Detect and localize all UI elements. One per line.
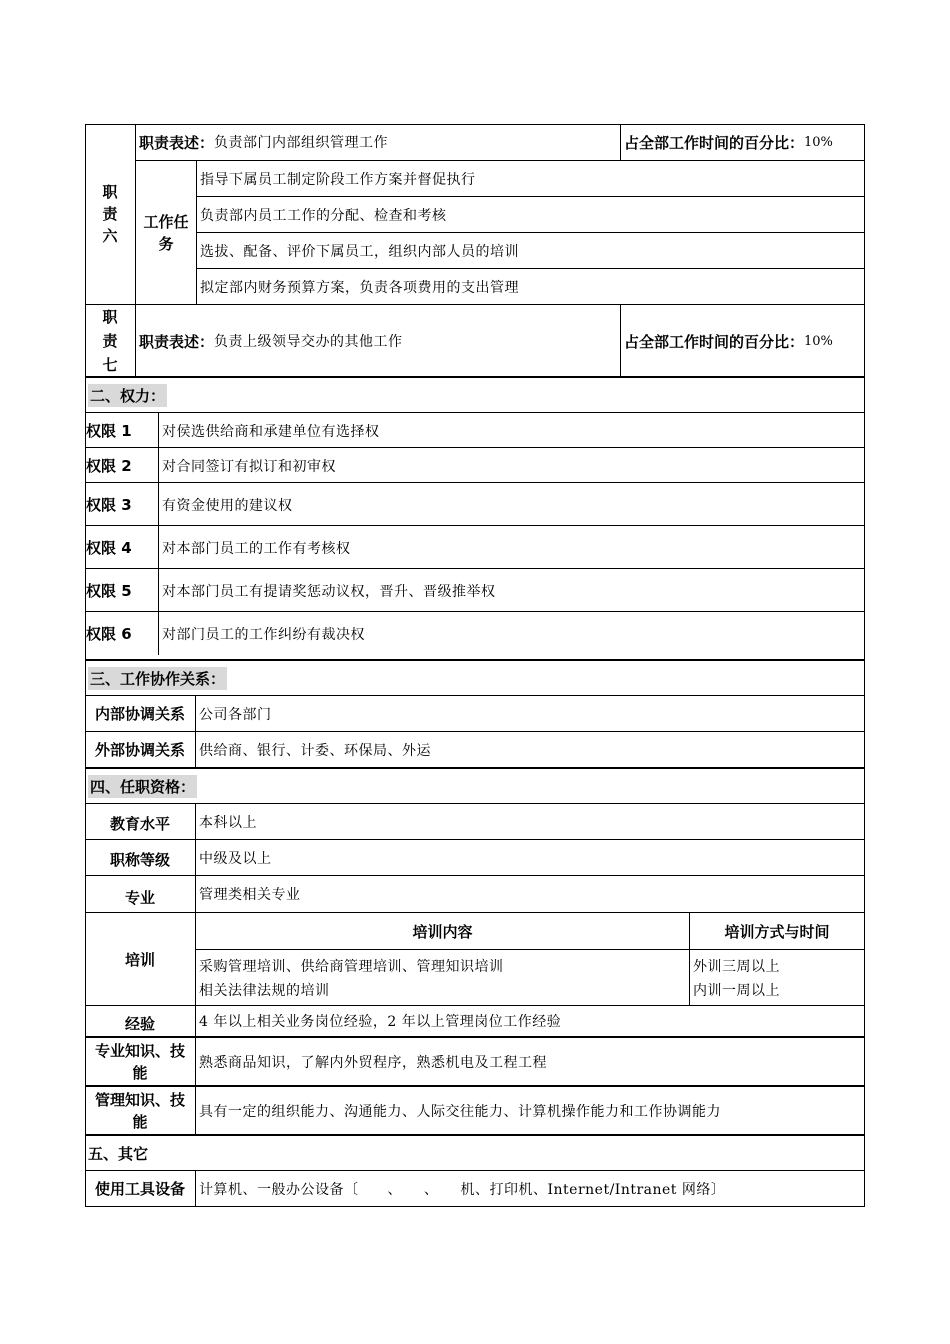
major-value: 管理类相关专业 bbox=[195, 876, 864, 912]
training-method-cell bbox=[689, 950, 864, 1005]
management-skill-row bbox=[85, 1087, 865, 1134]
title-level-row bbox=[85, 840, 865, 875]
tools-label: 使用工具设备 bbox=[94, 1180, 185, 1198]
education-value: 本科以上 bbox=[195, 804, 864, 839]
training-row bbox=[85, 913, 865, 1005]
duty7-desc-label: 职责表述： bbox=[139, 332, 215, 351]
tools-row bbox=[85, 1171, 865, 1206]
duty7-pct-label: 占全部工作时间的百分比： bbox=[624, 332, 805, 351]
duty6-desc: 负责部门内部组织管理工作 bbox=[214, 135, 389, 151]
power-text: 对部门员工的工作纠纷有裁决权 bbox=[158, 612, 864, 655]
training-method-header: 培训方式与时间 bbox=[689, 913, 864, 949]
duty7-pct: 10% bbox=[804, 333, 833, 349]
duty6-label bbox=[85, 124, 135, 304]
internal-coordination-value: 公司各部门 bbox=[195, 696, 864, 731]
professional-skill-row bbox=[85, 1038, 865, 1085]
label-text: 工作任 务 bbox=[143, 212, 189, 253]
powers-title: 二、权力： bbox=[88, 384, 167, 407]
training-method-2: 内训一周以上 bbox=[693, 982, 780, 999]
power-label: 权限 4 bbox=[86, 539, 132, 557]
duty6-task-4: 拟定部内财务预算方案，负责各项费用的支出管理 bbox=[196, 269, 864, 304]
duty6-task-2: 负责部内员工工作的分配、检查和考核 bbox=[196, 197, 864, 232]
powers-header bbox=[85, 378, 865, 412]
other-header bbox=[85, 1136, 865, 1170]
label-text: 职 责 六 bbox=[102, 183, 118, 245]
qualifications-title: 四、任职资格： bbox=[88, 775, 197, 798]
power-row bbox=[85, 413, 865, 448]
training-content-2: 相关法律法规的培训 bbox=[199, 982, 330, 999]
professional-skill-label bbox=[85, 1038, 195, 1085]
power-row bbox=[85, 483, 865, 526]
power-label: 权限 5 bbox=[86, 582, 132, 600]
duty7-desc: 负责上级领导交办的其他工作 bbox=[214, 334, 403, 350]
power-label: 权限 6 bbox=[86, 625, 132, 643]
external-coordination-row bbox=[85, 732, 865, 767]
training-method-1: 外训三周以上 bbox=[693, 958, 780, 975]
duty6-pct-label: 占全部工作时间的百分比： bbox=[624, 133, 805, 152]
duty6-task-1: 指导下属员工制定阶段工作方案并督促执行 bbox=[196, 161, 864, 196]
experience-value: 4 年以上相关业务岗位经验，2 年以上管理岗位工作经验 bbox=[195, 1006, 864, 1036]
education-row bbox=[85, 804, 865, 839]
experience-row bbox=[85, 1006, 865, 1036]
power-row bbox=[85, 612, 865, 655]
cooperation-header bbox=[85, 661, 865, 695]
internal-coordination-row bbox=[85, 696, 865, 731]
power-text: 对本部门员工的工作有考核权 bbox=[158, 526, 864, 569]
major-label: 专业 bbox=[124, 888, 155, 907]
power-row bbox=[85, 448, 865, 483]
training-content-header: 培训内容 bbox=[195, 913, 689, 949]
duty7-desc-cell bbox=[135, 305, 620, 377]
training-label: 培训 bbox=[124, 950, 155, 969]
other-title: 五、其它 bbox=[88, 1144, 149, 1163]
training-content-cell bbox=[195, 950, 689, 1005]
internal-coordination-label: 内部协调关系 bbox=[94, 705, 185, 723]
power-label: 权限 1 bbox=[86, 422, 132, 440]
power-label: 权限 2 bbox=[86, 457, 132, 475]
duty7-pct-cell bbox=[620, 305, 864, 377]
cooperation-title-cell bbox=[85, 661, 864, 695]
duty7-block bbox=[85, 305, 865, 377]
table-bottom-border bbox=[85, 1206, 865, 1207]
qualifications-header bbox=[85, 769, 865, 803]
education-label: 教育水平 bbox=[109, 815, 170, 833]
power-label: 权限 3 bbox=[86, 496, 132, 514]
duty6-tasks-label bbox=[135, 161, 196, 304]
powers-title-cell bbox=[85, 378, 864, 412]
management-skill-label bbox=[85, 1087, 195, 1134]
title-level-label: 职称等级 bbox=[109, 851, 170, 869]
duty6-task-3: 选拔、配备、评价下属员工，组织内部人员的培训 bbox=[196, 233, 864, 268]
training-content-1: 采购管理培训、供给商管理培训、管理知识培训 bbox=[199, 958, 504, 975]
power-text: 有资金使用的建议权 bbox=[158, 483, 864, 526]
duty6-block bbox=[85, 124, 865, 304]
label-text: 职 责 七 bbox=[102, 308, 118, 374]
duty6-desc-cell bbox=[135, 124, 620, 160]
duty6-pct: 10% bbox=[804, 134, 833, 150]
label-text: 管理知识、技 能 bbox=[94, 1090, 185, 1131]
duty7-label bbox=[85, 305, 135, 377]
major-row bbox=[85, 876, 865, 912]
duty6-desc-label: 职责表述： bbox=[139, 133, 215, 152]
professional-skill-value: 熟悉商品知识，了解内外贸程序，熟悉机电及工程工程 bbox=[195, 1038, 864, 1085]
duty6-pct-cell bbox=[620, 124, 864, 160]
title-level-value: 中级及以上 bbox=[195, 840, 864, 875]
label-text: 专业知识、技 能 bbox=[94, 1041, 185, 1082]
external-coordination-label: 外部协调关系 bbox=[94, 741, 185, 759]
power-row bbox=[85, 569, 865, 612]
power-text: 对侯选供给商和承建单位有选择权 bbox=[158, 413, 864, 448]
power-text: 对合同签订有拟订和初审权 bbox=[158, 448, 864, 483]
management-skill-value: 具有一定的组织能力、沟通能力、人际交往能力、计算机操作能力和工作协调能力 bbox=[195, 1087, 864, 1134]
cooperation-title: 三、工作协作关系： bbox=[88, 667, 227, 690]
power-text: 对本部门员工有提请奖惩动议权，晋升、晋级推举权 bbox=[158, 569, 864, 612]
qualifications-title-cell bbox=[85, 769, 864, 803]
tools-value: 计算机、一般办公设备〔 、 、 机、打印机、Internet/Intranet 网络〕 bbox=[195, 1171, 864, 1206]
experience-label: 经验 bbox=[124, 1014, 155, 1033]
power-row bbox=[85, 526, 865, 569]
external-coordination-value: 供给商、银行、计委、环保局、外运 bbox=[195, 732, 864, 767]
